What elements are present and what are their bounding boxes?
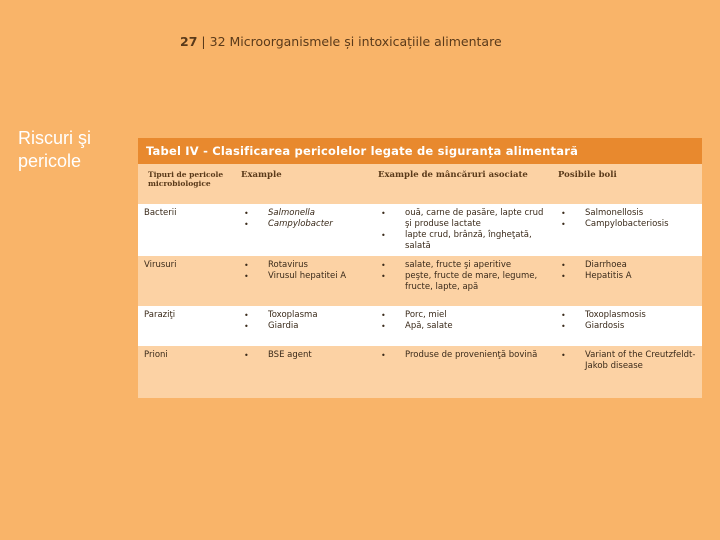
cell-examples	[235, 306, 372, 346]
cell-type: Bacterii	[138, 204, 235, 256]
table-row	[138, 204, 702, 256]
header-title: 32 Microorganismele și intoxicațiile alimentare	[209, 34, 502, 49]
cell-foods	[372, 256, 552, 306]
table-row	[138, 306, 702, 346]
column-header-examples: Example	[235, 164, 372, 204]
cell-type: Virusuri	[138, 256, 235, 306]
list-item: • ouă, carne de pasăre, lapte crud şi produse lactate	[378, 208, 546, 230]
cell-examples	[235, 204, 372, 256]
list-item: • Produse de provenienţă bovină	[378, 350, 546, 361]
list-item: • Giardosis	[558, 321, 696, 332]
list-item: • Toxoplasma	[241, 310, 366, 321]
list-item: • Diarrhoea	[558, 260, 696, 271]
header-separator: |	[201, 34, 206, 49]
list-item: • BSE agent	[241, 350, 366, 361]
hazard-table	[138, 138, 702, 398]
column-header-diseases: Posibile boli	[552, 164, 702, 204]
list-item: • Apă, salate	[378, 321, 546, 332]
cell-diseases	[552, 204, 702, 256]
column-header-type: Tipuri de pericole microbiologice	[138, 164, 235, 204]
cell-type: Prioni	[138, 346, 235, 398]
hazard-table-grid	[138, 164, 702, 398]
list-item: • Rotavirus	[241, 260, 366, 271]
cell-diseases	[552, 306, 702, 346]
cell-type: Paraziţi	[138, 306, 235, 346]
list-item: • Campylobacteriosis	[558, 219, 696, 230]
table-caption: Tabel IV - Clasificarea pericolelor legate de siguranța alimentară	[138, 138, 702, 164]
list-item: • Variant of the Creutzfeldt-Jakob disease	[558, 350, 696, 372]
cell-diseases	[552, 256, 702, 306]
column-header-foods: Example de mâncăruri asociate	[372, 164, 552, 204]
list-item: • lapte crud, brânză, îngheţată, salată	[378, 230, 546, 252]
table-row	[138, 346, 702, 398]
list-item: • Toxoplasmosis	[558, 310, 696, 321]
cell-examples	[235, 346, 372, 398]
cell-foods	[372, 346, 552, 398]
list-item: • Campylobacter	[241, 219, 366, 230]
list-item: • peşte, fructe de mare, legume, fructe, lapte, apă	[378, 271, 546, 293]
side-title: Riscuri şi pericole	[18, 128, 92, 171]
list-item: • Virusul hepatitei A	[241, 271, 366, 282]
cell-diseases	[552, 346, 702, 398]
cell-foods	[372, 306, 552, 346]
cell-examples	[235, 256, 372, 306]
list-item: • salate, fructe şi aperitive	[378, 260, 546, 271]
table-row	[138, 256, 702, 306]
table-header-row	[138, 164, 702, 204]
page-header	[180, 34, 502, 49]
list-item: • Giardia	[241, 321, 366, 332]
list-item: • Salmonellosis	[558, 208, 696, 219]
list-item: • Salmonella	[241, 208, 366, 219]
list-item: • Porc, miel	[378, 310, 546, 321]
list-item: • Hepatitis A	[558, 271, 696, 282]
cell-foods	[372, 204, 552, 256]
page-number: 27	[180, 34, 198, 49]
